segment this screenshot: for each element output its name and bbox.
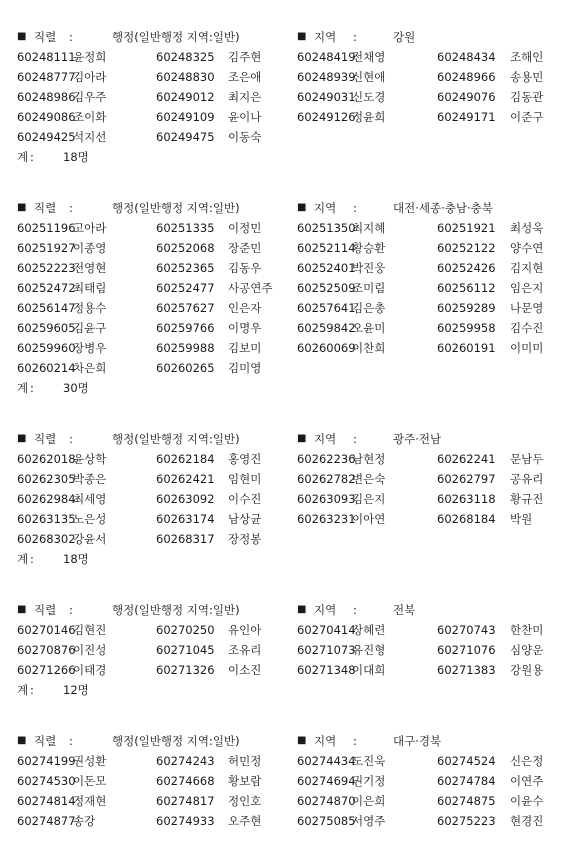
exam-number: 60274875 [437, 794, 496, 808]
candidate-name: 송용민 [510, 70, 544, 84]
candidate-row [17, 338, 569, 358]
exam-number: 60274817 [156, 794, 215, 808]
candidate-name: 전영현 [73, 261, 107, 275]
exam-number: 60249425 [17, 130, 76, 144]
candidate-name: 김은총 [352, 301, 386, 315]
exam-number: 60262421 [156, 472, 215, 486]
candidate-name: 조은애 [228, 70, 262, 84]
total-count: 30명 [63, 381, 89, 395]
total-colon: : [30, 683, 34, 697]
exam-number: 60268184 [437, 512, 496, 526]
square-bullet-icon: ■ [297, 433, 307, 444]
exam-number: 60268317 [156, 532, 215, 546]
exam-number: 60252365 [156, 261, 215, 275]
candidate-name: 윤상학 [73, 452, 107, 466]
job-series-colon: : [69, 734, 73, 748]
exam-number: 60270414 [297, 623, 356, 637]
exam-number: 60263092 [156, 492, 215, 506]
candidate-name: 강윤서 [73, 532, 107, 546]
exam-number: 60274694 [297, 774, 356, 788]
job-series-label: 직렬 [34, 734, 57, 748]
exam-number: 60270146 [17, 623, 76, 637]
candidate-name: 이돈모 [73, 774, 107, 788]
candidate-name: 강원용 [510, 663, 544, 677]
square-bullet-icon: ■ [297, 31, 307, 42]
candidate-name: 김지현 [510, 261, 544, 275]
exam-number: 60260265 [156, 361, 215, 375]
candidate-name: 심양운 [510, 643, 544, 657]
square-bullet-icon: ■ [17, 31, 27, 42]
total-count: 12명 [63, 683, 89, 697]
region-colon: : [353, 734, 357, 748]
exam-number: 60259605 [17, 321, 76, 335]
exam-number: 60274877 [17, 814, 76, 828]
job-series-colon: : [69, 201, 73, 215]
exam-number: 60257627 [156, 301, 215, 315]
candidate-name: 권성환 [73, 754, 107, 768]
candidate-row [17, 358, 569, 378]
candidate-name: 장혜련 [352, 623, 386, 637]
exam-number: 60274870 [297, 794, 356, 808]
candidate-name: 이명우 [228, 321, 262, 335]
candidate-name: 남상균 [228, 512, 262, 526]
exam-number: 60274243 [156, 754, 215, 768]
candidate-name: 박진웅 [352, 261, 386, 275]
total-colon: : [30, 552, 34, 566]
exam-number: 60248777 [17, 70, 76, 84]
exam-number: 60274933 [156, 814, 215, 828]
exam-number: 60262236 [297, 452, 356, 466]
exam-number: 60262984 [17, 492, 76, 506]
candidate-name: 차은희 [73, 361, 107, 375]
exam-number: 60249475 [156, 130, 215, 144]
candidate-name: 변은숙 [352, 472, 386, 486]
candidate-name: 임현미 [228, 472, 262, 486]
section-header [17, 600, 569, 620]
exam-number: 60271073 [297, 643, 356, 657]
candidate-name: 최성욱 [510, 221, 544, 235]
candidate-name: 오주현 [228, 814, 262, 828]
candidate-name: 조유리 [228, 643, 262, 657]
candidate-name: 이윤수 [510, 794, 544, 808]
candidate-row [17, 298, 569, 318]
exam-number: 60249012 [156, 90, 215, 104]
exam-number: 60259842 [297, 321, 356, 335]
exam-number: 60274784 [437, 774, 496, 788]
candidate-name: 석지선 [73, 130, 107, 144]
candidate-row [17, 258, 569, 278]
candidate-row [17, 278, 569, 298]
exam-number: 60274530 [17, 774, 76, 788]
roster-section [17, 600, 569, 700]
candidate-name: 윤이나 [228, 110, 262, 124]
job-series-label: 직렬 [34, 603, 57, 617]
job-series-value: 행정(일반행정 지역:일반) [112, 201, 240, 215]
total-label: 계 [17, 683, 29, 697]
candidate-name: 오윤미 [352, 321, 386, 335]
job-series-colon: : [69, 432, 73, 446]
candidate-row [17, 509, 569, 529]
exam-number: 60262797 [437, 472, 496, 486]
candidate-name: 조이화 [73, 110, 107, 124]
exam-number: 60251927 [17, 241, 76, 255]
exam-number: 60252068 [156, 241, 215, 255]
candidate-name: 김수진 [510, 321, 544, 335]
region-value: 대전·세종·충남·충북 [393, 201, 493, 215]
candidate-name: 최세영 [73, 492, 107, 506]
candidate-row [17, 620, 569, 640]
total-colon: : [30, 381, 34, 395]
square-bullet-icon: ■ [17, 604, 27, 615]
exam-number: 60270876 [17, 643, 76, 657]
job-series-value: 행정(일반행정 지역:일반) [112, 432, 240, 446]
region-colon: : [353, 30, 357, 44]
candidate-name: 사공연주 [228, 281, 273, 295]
exam-number: 60274199 [17, 754, 76, 768]
candidate-row [17, 791, 569, 811]
square-bullet-icon: ■ [17, 202, 27, 213]
candidate-row [17, 529, 569, 549]
square-bullet-icon: ■ [17, 433, 27, 444]
exam-number: 60249109 [156, 110, 215, 124]
candidate-name: 허민정 [228, 754, 262, 768]
exam-number: 60248325 [156, 50, 215, 64]
candidate-name: 유진형 [352, 643, 386, 657]
exam-number: 60263135 [17, 512, 76, 526]
candidate-name: 한찬미 [510, 623, 544, 637]
candidate-row [17, 449, 569, 469]
candidate-row [17, 660, 569, 680]
exam-number: 60263093 [297, 492, 356, 506]
exam-number: 60249171 [437, 110, 496, 124]
roster-document [17, 27, 569, 862]
candidate-name: 조미림 [352, 281, 386, 295]
exam-number: 60263174 [156, 512, 215, 526]
candidate-name: 노은성 [73, 512, 107, 526]
candidate-name: 김동관 [510, 90, 544, 104]
exam-number: 60259960 [17, 341, 76, 355]
exam-number: 60259958 [437, 321, 496, 335]
candidate-row [17, 318, 569, 338]
candidate-name: 이아연 [352, 512, 386, 526]
region-label: 지역 [314, 201, 337, 215]
candidate-name: 이진성 [73, 643, 107, 657]
candidate-name: 황보람 [228, 774, 262, 788]
exam-number: 60274814 [17, 794, 76, 808]
exam-number: 60256112 [437, 281, 496, 295]
candidate-name: 김은지 [352, 492, 386, 506]
square-bullet-icon: ■ [297, 202, 307, 213]
total-label: 계 [17, 381, 29, 395]
job-series-colon: : [69, 30, 73, 44]
exam-number: 60260191 [437, 341, 496, 355]
exam-number: 60256147 [17, 301, 76, 315]
region-label: 지역 [314, 603, 337, 617]
section-header [17, 429, 569, 449]
candidate-name: 최지혜 [352, 221, 386, 235]
candidate-name: 인은자 [228, 301, 262, 315]
candidate-name: 이준구 [510, 110, 544, 124]
exam-number: 60271383 [437, 663, 496, 677]
section-header [17, 198, 569, 218]
square-bullet-icon: ■ [297, 735, 307, 746]
exam-number: 60271266 [17, 663, 76, 677]
candidate-name: 송강 [73, 814, 96, 828]
exam-number: 60252477 [156, 281, 215, 295]
candidate-name: 황규진 [510, 492, 544, 506]
job-series-label: 직렬 [34, 201, 57, 215]
square-bullet-icon: ■ [17, 735, 27, 746]
exam-number: 60274524 [437, 754, 496, 768]
candidate-name: 이동숙 [228, 130, 262, 144]
exam-number: 60248986 [17, 90, 76, 104]
candidate-name: 김보미 [228, 341, 262, 355]
candidate-name: 윤정희 [73, 50, 107, 64]
candidate-name: 권기정 [352, 774, 386, 788]
job-series-colon: : [69, 603, 73, 617]
section-total [17, 680, 569, 700]
candidate-name: 장병우 [73, 341, 107, 355]
candidate-name: 나문영 [510, 301, 544, 315]
candidate-row [17, 489, 569, 509]
exam-number: 60262305 [17, 472, 76, 486]
exam-number: 60271348 [297, 663, 356, 677]
candidate-name: 현경진 [510, 814, 544, 828]
candidate-name: 이소진 [228, 663, 262, 677]
roster-section [17, 27, 569, 167]
exam-number: 60262018 [17, 452, 76, 466]
candidate-name: 김주현 [228, 50, 262, 64]
candidate-name: 공유리 [510, 472, 544, 486]
region-colon: : [353, 432, 357, 446]
candidate-name: 김윤구 [73, 321, 107, 335]
region-value: 광주·전남 [393, 432, 442, 446]
candidate-name: 이수진 [228, 492, 262, 506]
region-label: 지역 [314, 432, 337, 446]
candidate-name: 정용수 [73, 301, 107, 315]
section-header [17, 27, 569, 47]
total-label: 계 [17, 150, 29, 164]
candidate-name: 남현정 [352, 452, 386, 466]
exam-number: 60252223 [17, 261, 76, 275]
roster-section [17, 198, 569, 398]
exam-number: 60251350 [297, 221, 356, 235]
exam-number: 60268302 [17, 532, 76, 546]
job-series-value: 행정(일반행정 지역:일반) [112, 30, 240, 44]
candidate-row [17, 107, 569, 127]
exam-number: 60259289 [437, 301, 496, 315]
candidate-name: 박종은 [73, 472, 107, 486]
exam-number: 60252472 [17, 281, 76, 295]
exam-number: 60274668 [156, 774, 215, 788]
region-label: 지역 [314, 734, 337, 748]
candidate-name: 임은지 [510, 281, 544, 295]
candidate-name: 이찬희 [352, 341, 386, 355]
region-label: 지역 [314, 30, 337, 44]
total-colon: : [30, 150, 34, 164]
candidate-row [17, 640, 569, 660]
exam-number: 60270250 [156, 623, 215, 637]
exam-number: 60260214 [17, 361, 76, 375]
region-colon: : [353, 201, 357, 215]
candidate-name: 문남두 [510, 452, 544, 466]
candidate-name: 김동우 [228, 261, 262, 275]
square-bullet-icon: ■ [297, 604, 307, 615]
candidate-row [17, 87, 569, 107]
exam-number: 60248111 [17, 50, 76, 64]
exam-number: 60251335 [156, 221, 215, 235]
roster-section [17, 429, 569, 569]
exam-number: 60251921 [437, 221, 496, 235]
exam-number: 60248419 [297, 50, 356, 64]
exam-number: 60252122 [437, 241, 496, 255]
candidate-name: 정인호 [228, 794, 262, 808]
exam-number: 60263231 [297, 512, 356, 526]
exam-number: 60249031 [297, 90, 356, 104]
total-label: 계 [17, 552, 29, 566]
exam-number: 60262241 [437, 452, 496, 466]
region-value: 전북 [393, 603, 416, 617]
candidate-name: 장준민 [228, 241, 262, 255]
exam-number: 60271076 [437, 643, 496, 657]
candidate-name: 신현애 [352, 70, 386, 84]
region-colon: : [353, 603, 357, 617]
exam-number: 60249076 [437, 90, 496, 104]
section-total [17, 147, 569, 167]
candidate-name: 고아라 [73, 221, 107, 235]
candidate-name: 최태림 [73, 281, 107, 295]
candidate-row [17, 238, 569, 258]
exam-number: 60252509 [297, 281, 356, 295]
job-series-label: 직렬 [34, 30, 57, 44]
exam-number: 60263118 [437, 492, 496, 506]
exam-number: 60252114 [297, 241, 356, 255]
candidate-name: 김우주 [73, 90, 107, 104]
candidate-name: 이은희 [352, 794, 386, 808]
job-series-value: 행정(일반행정 지역:일반) [112, 603, 240, 617]
candidate-row [17, 218, 569, 238]
candidate-name: 홍영진 [228, 452, 262, 466]
candidate-name: 신은정 [510, 754, 544, 768]
section-header [17, 731, 569, 751]
exam-number: 60270743 [437, 623, 496, 637]
candidate-name: 이종영 [73, 241, 107, 255]
candidate-name: 김미영 [228, 361, 262, 375]
exam-number: 60259988 [156, 341, 215, 355]
candidate-name: 정재현 [73, 794, 107, 808]
exam-number: 60248939 [297, 70, 356, 84]
exam-number: 60262184 [156, 452, 215, 466]
candidate-name: 이대희 [352, 663, 386, 677]
exam-number: 60260069 [297, 341, 356, 355]
candidate-name: 이연주 [510, 774, 544, 788]
candidate-name: 전채영 [352, 50, 386, 64]
candidate-name: 이정민 [228, 221, 262, 235]
candidate-name: 황승환 [352, 241, 386, 255]
exam-number: 60249126 [297, 110, 356, 124]
candidate-name: 김현진 [73, 623, 107, 637]
candidate-name: 장정봉 [228, 532, 262, 546]
exam-number: 60248830 [156, 70, 215, 84]
candidate-row [17, 67, 569, 87]
exam-number: 60275085 [297, 814, 356, 828]
exam-number: 60252401 [297, 261, 356, 275]
candidate-name: 이태경 [73, 663, 107, 677]
exam-number: 60251196 [17, 221, 76, 235]
candidate-name: 최지은 [228, 90, 262, 104]
section-total [17, 378, 569, 398]
exam-number: 60271326 [156, 663, 215, 677]
section-total [17, 549, 569, 569]
candidate-name: 유인아 [228, 623, 262, 637]
candidate-name: 정윤희 [352, 110, 386, 124]
candidate-row [17, 771, 569, 791]
candidate-name: 도진욱 [352, 754, 386, 768]
candidate-row [17, 469, 569, 489]
exam-number: 60262782 [297, 472, 356, 486]
region-value: 강원 [393, 30, 416, 44]
candidate-name: 서영주 [352, 814, 386, 828]
candidate-name: 이미미 [510, 341, 544, 355]
candidate-row [17, 751, 569, 771]
exam-number: 60271045 [156, 643, 215, 657]
job-series-value: 행정(일반행정 지역:일반) [112, 734, 240, 748]
region-value: 대구·경북 [393, 734, 442, 748]
exam-number: 60275223 [437, 814, 496, 828]
exam-number: 60259766 [156, 321, 215, 335]
exam-number: 60274434 [297, 754, 356, 768]
exam-number: 60248966 [437, 70, 496, 84]
candidate-row [17, 811, 569, 831]
exam-number: 60249086 [17, 110, 76, 124]
candidate-name: 김아라 [73, 70, 107, 84]
total-count: 18명 [63, 552, 89, 566]
exam-number: 60257641 [297, 301, 356, 315]
candidate-row [17, 47, 569, 67]
candidate-row [17, 127, 569, 147]
roster-section [17, 731, 569, 831]
candidate-name: 박원 [510, 512, 533, 526]
job-series-label: 직렬 [34, 432, 57, 446]
candidate-name: 신도경 [352, 90, 386, 104]
exam-number: 60248434 [437, 50, 496, 64]
total-count: 18명 [63, 150, 89, 164]
candidate-name: 양수연 [510, 241, 544, 255]
candidate-name: 조해인 [510, 50, 544, 64]
exam-number: 60252426 [437, 261, 496, 275]
